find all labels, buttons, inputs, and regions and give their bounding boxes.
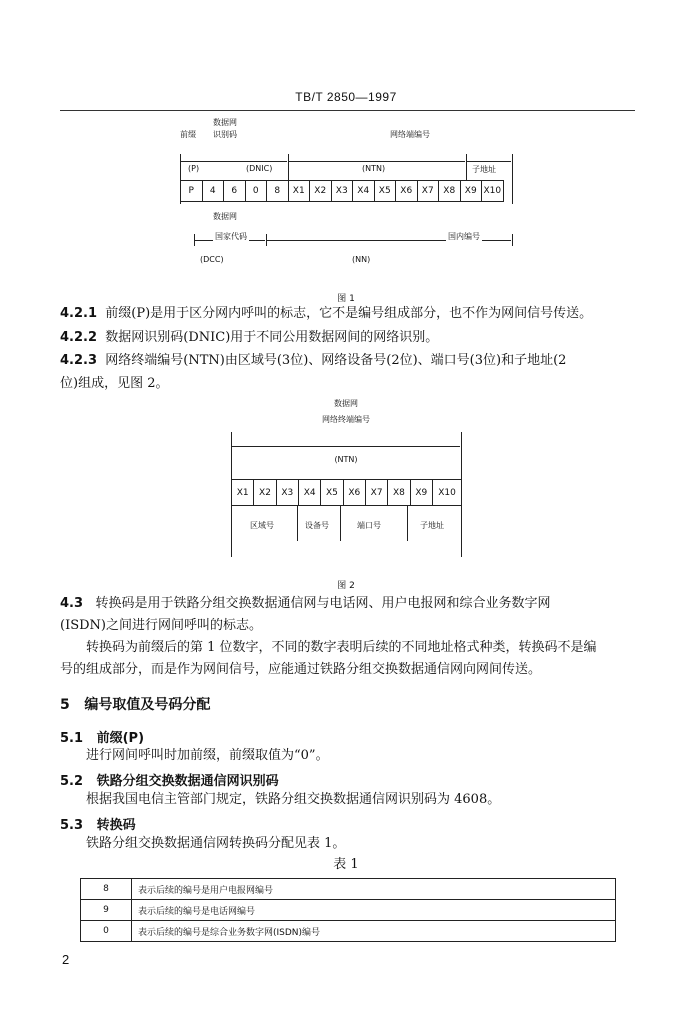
para-4-3-b-2: 号的组成部分，而是作为网间信号，应能通过铁路分组交换数据通信网向网间传送。 xyxy=(60,662,542,677)
fig1-cell: X9 xyxy=(460,181,482,202)
fig1-p-code: (P) xyxy=(188,164,200,173)
fig1-sub-label: 子地址 xyxy=(472,165,496,174)
section-title: 前缀(P) xyxy=(96,731,145,746)
para-text: 前缀(P)是用于区分网内呼叫的标志，它不是编号组成部分，也不作为网间信号传送。 xyxy=(105,306,593,321)
fig1-cell: X5 xyxy=(374,181,396,202)
fig2-divider xyxy=(340,505,341,541)
para-4-2-1 xyxy=(60,303,640,325)
section-title: 编号取值及号码分配 xyxy=(84,697,211,713)
fig2-cell: X5 xyxy=(321,480,343,506)
para-4-3-b-1: 转换码为前缀后的第 1 位数字，不同的数字表明后续的不同地址格式种类，转换码不是编 xyxy=(86,640,597,655)
fig1-ntn-label: 网络端编号 xyxy=(390,130,430,139)
fig1-nn-label: 国内编号 xyxy=(448,232,480,241)
fig1-cell: X6 xyxy=(396,181,418,202)
fig1-cell: X3 xyxy=(331,181,353,202)
table-row xyxy=(81,879,616,900)
section-title: 转换码 xyxy=(96,818,136,833)
fig2-cell: X9 xyxy=(410,480,432,506)
para-text: 网络终端编号(NTN)由区域号(3位)、网络设备号(2位)、端口号(3位)和子地址(2 xyxy=(105,353,567,368)
section-5-heading xyxy=(60,694,210,714)
table-cell-desc: 表示后续的编号是综合业务数字网(ISDN)编号 xyxy=(132,921,616,942)
fig2-cell: X10 xyxy=(433,480,462,506)
para-text: 数据网识别码(DNIC)用于不同公用数据网间的网络识别。 xyxy=(105,330,439,345)
fig1-arrow-dnic xyxy=(181,161,287,162)
fig1-number-table xyxy=(180,180,504,202)
section-number: 5.3 xyxy=(60,818,84,833)
fig2-number-table xyxy=(231,479,462,506)
fig2-cell: X3 xyxy=(276,480,298,506)
section-5-2-heading xyxy=(60,770,279,789)
para-text: 转换码是用于铁路分组交换数据通信网与电话网、用户电报网和综合业务数字网 xyxy=(95,596,551,611)
fig2-cell: X8 xyxy=(388,480,410,506)
table-cell-desc: 表示后续的编号是电话网编号 xyxy=(132,900,616,921)
para-number: 4.3 xyxy=(60,596,84,611)
para-number: 4.2.1 xyxy=(60,306,98,321)
fig2-cell: X4 xyxy=(298,480,320,506)
standard-header: TB/T 2850—1997 xyxy=(295,90,397,104)
fig1-cell: X10 xyxy=(482,181,504,202)
table-cell-code: 9 xyxy=(81,900,132,921)
fig2-cell: X1 xyxy=(232,480,254,506)
fig1-arrow-ntn xyxy=(289,161,465,162)
fig2-arrow-ntn xyxy=(232,446,460,447)
fig1-ntn-code: (NTN) xyxy=(362,164,386,173)
fig1-dcc-label-2: 国家代码 xyxy=(215,232,247,241)
table-1-caption: 表 1 xyxy=(333,857,359,872)
fig1-cell: X7 xyxy=(417,181,439,202)
section-title: 铁路分组交换数据通信网识别码 xyxy=(96,774,279,789)
header-rule xyxy=(60,110,635,111)
para-4-2-2 xyxy=(60,327,640,349)
fig1-tick xyxy=(466,154,467,180)
para-4-2-3 xyxy=(60,350,650,372)
fig2-cell: X7 xyxy=(365,480,387,506)
fig2-title-1: 数据网 xyxy=(334,399,358,408)
fig1-cell: P xyxy=(181,181,203,202)
fig1-arrow-sub xyxy=(467,161,511,162)
fig2-group-port: 端口号 xyxy=(357,521,381,530)
section-number: 5.1 xyxy=(60,731,84,746)
fig1-cell: X4 xyxy=(353,181,375,202)
table-row xyxy=(81,921,616,942)
fig2-cell: X2 xyxy=(254,480,276,506)
fig1-dcc-code: (DCC) xyxy=(200,255,224,264)
fig1-tick xyxy=(512,234,513,246)
fig1-cell: 0 xyxy=(245,181,267,202)
fig2-group-device: 设备号 xyxy=(305,521,329,530)
table-row xyxy=(81,900,616,921)
section-5-3-text: 铁路分组交换数据通信网转换码分配见表 1。 xyxy=(86,836,346,851)
para-4-3 xyxy=(60,593,660,615)
fig1-dcc-label-1: 数据网 xyxy=(213,212,237,221)
fig1-cell: X8 xyxy=(439,181,461,202)
fig1-cell: 6 xyxy=(224,181,246,202)
fig1-nn-code: (NN) xyxy=(352,255,371,264)
fig1-prefix-label: 前缀 xyxy=(180,130,196,139)
table-cell-code: 0 xyxy=(81,921,132,942)
fig1-cell: 4 xyxy=(202,181,224,202)
section-5-2-text: 根据我国电信主管部门规定，铁路分组交换数据通信网识别码为 4608。 xyxy=(86,792,501,807)
fig2-divider xyxy=(407,505,408,541)
table-1 xyxy=(80,878,616,942)
fig1-cell: X1 xyxy=(288,181,310,202)
fig1-tick xyxy=(288,154,289,180)
page-number: 2 xyxy=(62,952,70,967)
para-number: 4.2.3 xyxy=(60,353,98,368)
section-5-1-text: 进行网间呼叫时加前缀，前缀取值为“0”。 xyxy=(86,748,329,763)
fig2-divider xyxy=(297,505,298,541)
fig1-caption: 图 1 xyxy=(337,294,355,304)
para-number: 4.2.2 xyxy=(60,330,98,345)
fig1-cell: 8 xyxy=(267,181,289,202)
fig2-ntn-code: (NTN) xyxy=(334,455,358,464)
section-5-3-heading xyxy=(60,814,136,833)
fig1-dnic-label-1: 数据网 xyxy=(213,118,237,127)
fig1-cell: X2 xyxy=(310,181,332,202)
table-cell-desc: 表示后续的编号是用户电报网编号 xyxy=(132,879,616,900)
fig1-tick xyxy=(512,154,513,204)
section-5-1-heading xyxy=(60,727,144,746)
section-number: 5 xyxy=(60,697,70,713)
fig2-group-area: 区域号 xyxy=(250,521,274,530)
fig2-title-2: 网络终端编号 xyxy=(322,415,370,424)
para-4-3-cont: (ISDN)之间进行网间呼叫的标志。 xyxy=(60,618,262,633)
fig2-group-sub: 子地址 xyxy=(420,521,444,530)
para-4-2-3-cont: 位)组成，见图 2。 xyxy=(60,376,169,391)
fig1-dnic-code: (DNIC) xyxy=(246,164,273,173)
section-number: 5.2 xyxy=(60,774,84,789)
fig2-cell: X6 xyxy=(343,480,365,506)
fig2-caption: 图 2 xyxy=(337,581,355,591)
table-cell-code: 8 xyxy=(81,879,132,900)
fig1-dnic-label-2: 识别码 xyxy=(213,130,237,139)
